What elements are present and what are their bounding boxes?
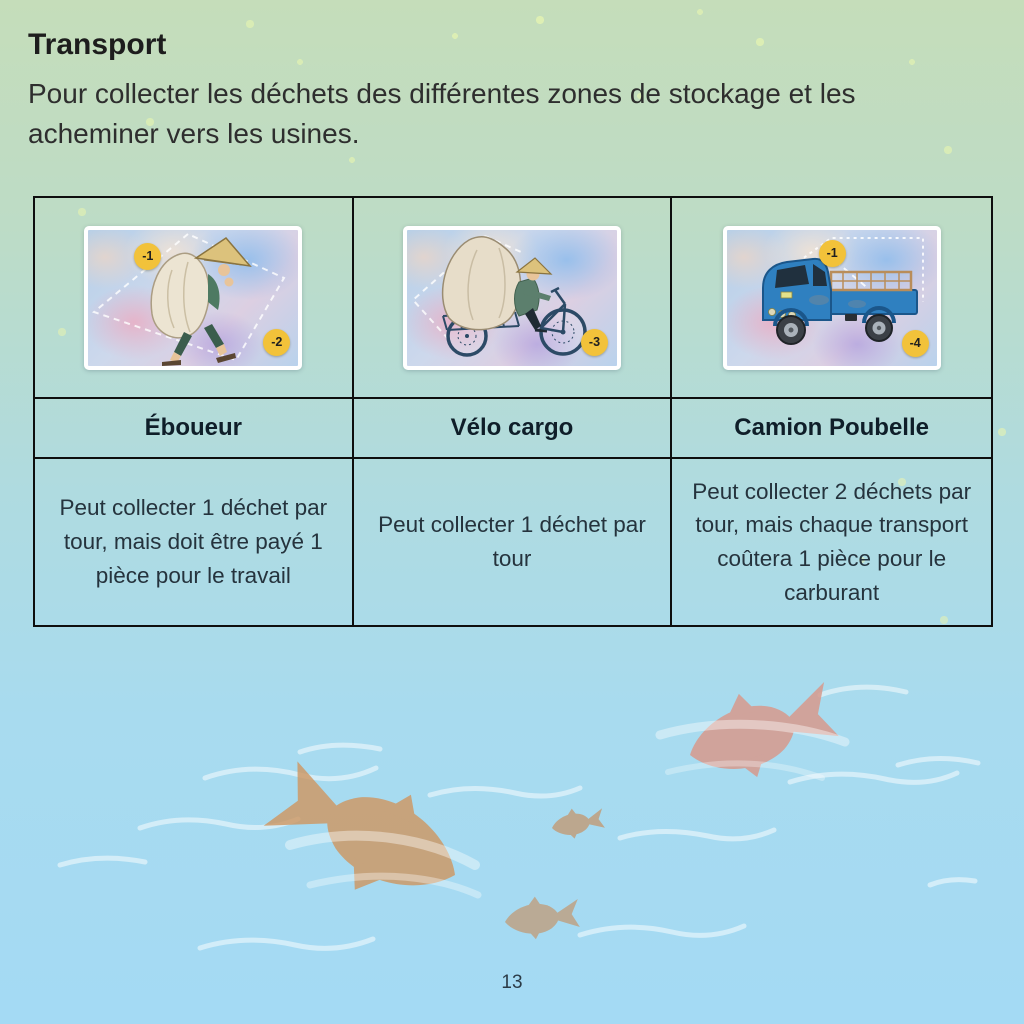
- page-number: 13: [501, 972, 523, 993]
- fish-water-illustration: [0, 660, 1024, 990]
- penalty-badge: -2: [263, 329, 290, 356]
- name-velo-cargo: Vélo cargo: [354, 399, 673, 459]
- name-eboueur: Éboueur: [35, 399, 354, 459]
- card-eboueur: [84, 226, 302, 370]
- small-fish: [503, 892, 582, 942]
- card-camion: [723, 226, 941, 370]
- name-camion: Camion Poubelle: [672, 399, 991, 459]
- page-header: [28, 28, 978, 154]
- penalty-badge: -1: [819, 240, 846, 267]
- cell-image-velo-cargo: [354, 198, 673, 399]
- penalty-badge: -1: [134, 243, 161, 270]
- card-velo-cargo: [403, 226, 621, 370]
- cell-image-camion: [672, 198, 991, 399]
- description-velo-cargo: Peut collecter 1 déchet par tour: [354, 459, 673, 625]
- small-fish: [549, 803, 606, 842]
- transport-table: [33, 196, 993, 627]
- page-title: Transport: [28, 28, 167, 61]
- description-eboueur: Peut collecter 1 déchet par tour, mais doit être payé 1 pièce pour le travail: [35, 459, 354, 625]
- penalty-badge: -3: [581, 329, 608, 356]
- penalty-badge: -4: [902, 330, 929, 357]
- cell-image-eboueur: [35, 198, 354, 399]
- intro-text: Pour collecter les déchets des différentes zones de stockage et les acheminer vers les usines.: [28, 78, 856, 149]
- description-camion: Peut collecter 2 déchets par tour, mais chaque transport coûtera 1 pièce pour le carburant: [692, 478, 972, 605]
